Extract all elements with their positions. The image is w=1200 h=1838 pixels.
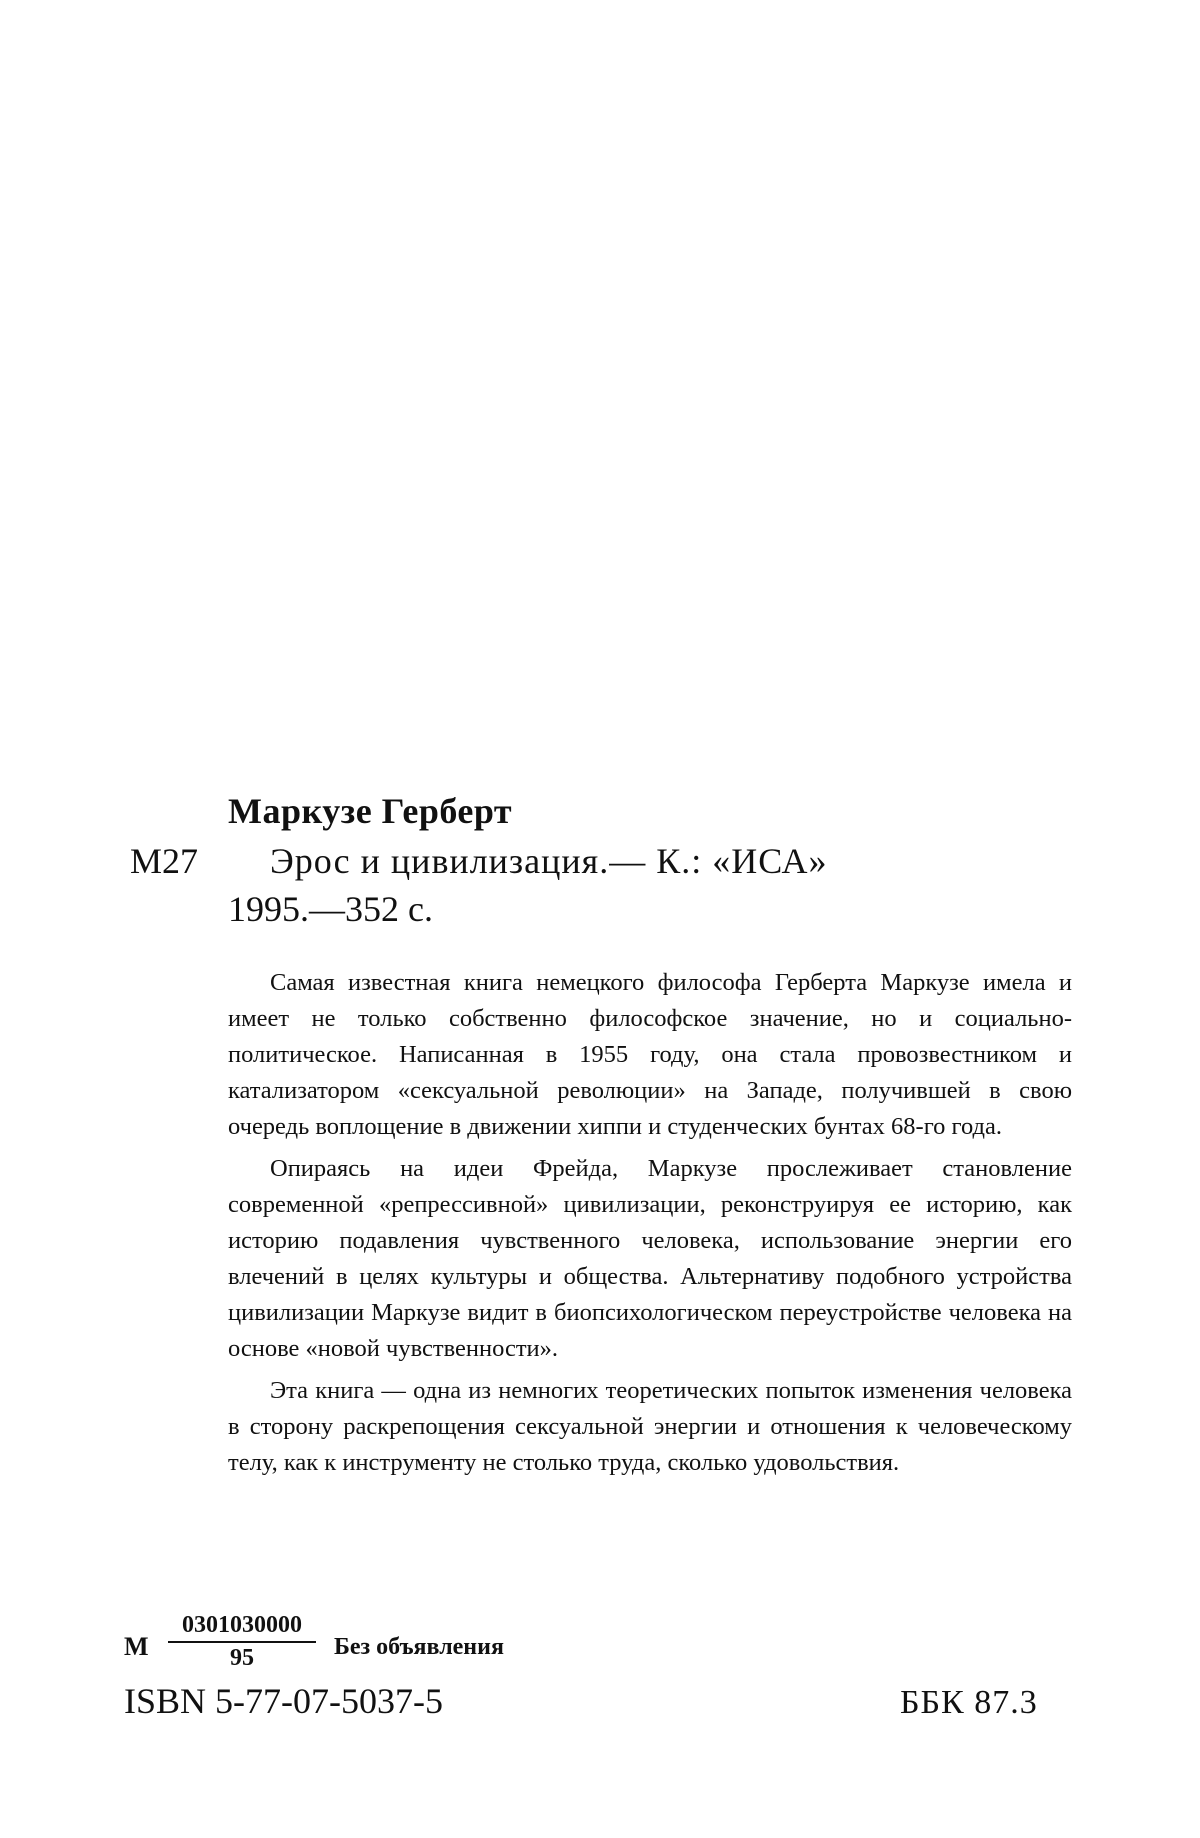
- fraction-numerator: 0301030000: [168, 1612, 316, 1643]
- book-title-line: Эрос и цивилизация.— К.: «ИСА»: [270, 841, 828, 881]
- year-pages-line: 1995.—352 с.: [228, 889, 433, 929]
- price-fraction: [168, 1612, 316, 1672]
- fraction-denominator: 95: [230, 1645, 254, 1671]
- isbn: ISBN 5-77-07-5037-5: [124, 1681, 443, 1721]
- author-name: Маркузе Герберт: [228, 791, 513, 831]
- annotation: [228, 965, 1072, 1487]
- annotation-paragraph: Самая известная книга немецкого философа Герберта Маркузе имела и имеет не только собственно философское значение, но и социально-политическое. Написанная в 1955 году, она стала провозвестником и катализатором «сексуальной революции» на Западе, получившей в свою очередь воплощение в движении хиппи и студенческих бунтах 68-го года.: [228, 969, 1072, 1140]
- m-letter: М: [124, 1632, 149, 1661]
- classification-code: М27: [130, 841, 199, 881]
- annotation-paragraph: Эта книга — одна из немногих теоретических попыток изменения человека в сторону раскрепощения сексуальной энергии и отношения к человеческому телу, как к инструменту не столько труда, сколько удовольствия.: [228, 1377, 1072, 1476]
- annotation-paragraph: Опираясь на идеи Фрейда, Маркузе прослеживает становление современной «репрессивной» цивилизации, реконструируя ее историю, как историю подавления чувственного человека, использование энергии его влечений в целях культуры и общества. Альтернативу подобного устройства цивилизации Маркузе видит в биопсихологическом переустройстве человека на основе «новой чувственности».: [228, 1155, 1072, 1362]
- price-note: Без объявления: [334, 1634, 504, 1660]
- bbk-code: ББК 87.3: [900, 1684, 1038, 1721]
